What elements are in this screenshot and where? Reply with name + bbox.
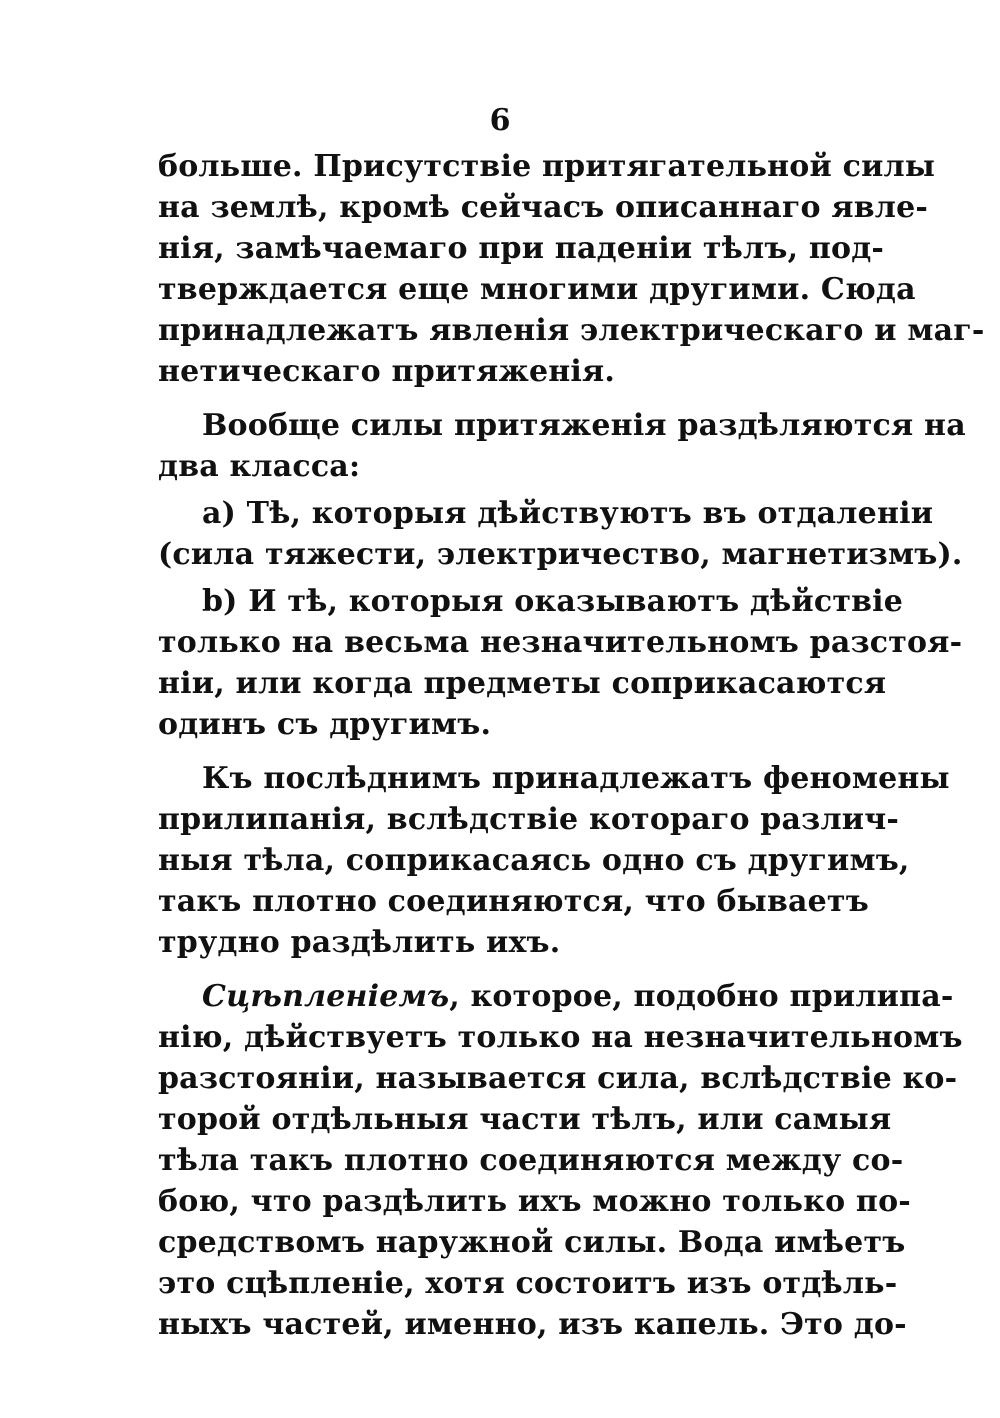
paragraph-gap [158,392,848,405]
text-line: трудно раздѣлить ихъ. [158,925,561,960]
text-line: Сцѣпленіемъ, которое, подобно прилипа- [202,979,954,1014]
text-line: больше. Присутствіе притягательной силы [158,149,936,184]
text-line: ныя тѣла, соприкасаясь одно съ другимъ, [158,843,910,878]
paragraph-gap [158,963,848,976]
text-line: такъ плотно соединяются, что бываетъ [158,884,869,919]
text-line: тѣла такъ плотно соединяются между со- [158,1143,904,1178]
italic-term: Сцѣпленіемъ [202,979,450,1014]
text-line: одинъ съ другимъ. [158,707,492,742]
text-line: два класса: [158,449,361,484]
text-line: это сцѣпленіе, хотя состоитъ изъ отдѣль- [158,1266,898,1301]
text-line: ніи, или когда предметы соприкасаются [158,666,887,701]
text-line: Вообще силы притяженія раздѣляются на [202,408,966,443]
text-line: прилипанія, вслѣдствіе котораго различ- [158,802,900,837]
text-line: только на весьма незначительномъ разстоя- [158,625,963,660]
paragraph-gap [158,745,848,758]
text-line: тверждается еще многими другими. Сюда [158,272,916,307]
text-line: разстояніи, называется сила, вслѣдствіе ко- [158,1061,958,1096]
body-text [158,146,985,1345]
text-line: Къ послѣднимъ принадлежатъ феномены [202,761,950,796]
text-line: средствомъ наружной силы. Вода имѣетъ [158,1225,906,1260]
text-line: бою, что раздѣлить ихъ можно только по- [158,1184,911,1219]
text-line: (сила тяжести, электричество, магнетизмъ). [158,537,963,572]
text-line: нію, дѣйствуетъ только на незначительномъ [158,1020,963,1055]
text-line: торой отдѣльныя части тѣлъ, или самыя [158,1102,892,1137]
text-line: a) Тѣ, которыя дѣйствуютъ въ отдаленіи [202,496,934,531]
text-line: на землѣ, кромѣ сейчасъ описаннаго явле- [158,190,929,225]
text-line: ныхъ частей, именно, изъ капель. Это до- [158,1307,907,1342]
text-line: b) И тѣ, которыя оказываютъ дѣйствіе [202,584,904,619]
text-line: нетическаго притяженія. [158,354,616,389]
text-line: принадлежатъ явленія электрическаго и маг- [158,313,985,348]
page-number: 6 [489,103,511,138]
text-line: нія, замѣчаемаго при паденіи тѣлъ, под- [158,231,885,266]
